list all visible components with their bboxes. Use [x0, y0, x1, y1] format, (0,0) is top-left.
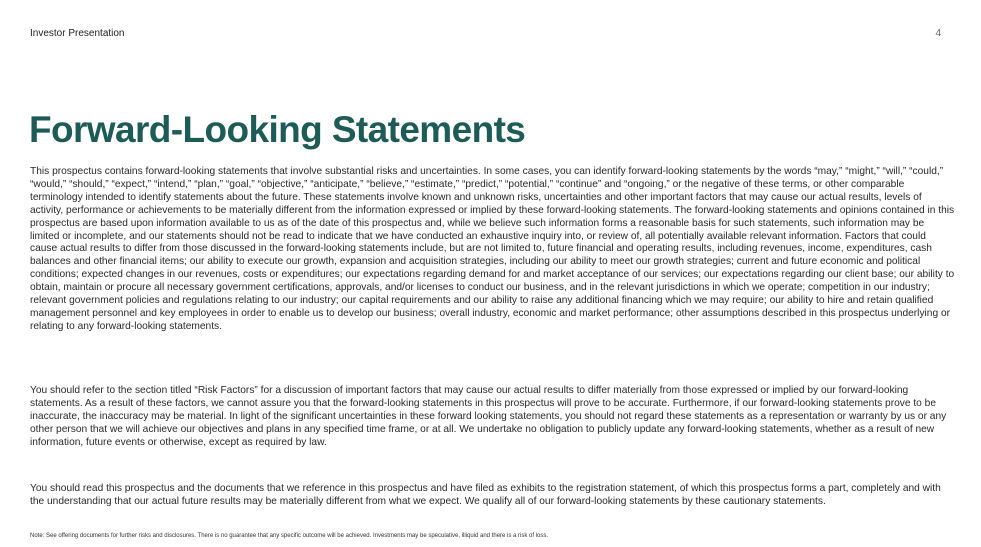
- footnote: Note: See offering documents for further risks and disclosures. There is no guarantee that any specific outcome will be achieved. Investments may be speculative, illiquid and there is a risk of loss.: [30, 533, 549, 539]
- body-paragraph-2: You should refer to the section titled “Risk Factors” for a discussion of important factors that may cause our actual results to differ materially from those expressed or implied by our forward-looking statements. As a result of these factors, we cannot assure you that the forward-looking statements in this prospectus will prove to be accurate. Furthermore, if our forward-looking statements prove to be inaccurate, the inaccuracy may be material. In light of the significant uncertainties in these forward looking statements, you should not regard these statements as a representation or warranty by us or any other person that we will achieve our objectives and plans in any specified time frame, or at all. We undertake no obligation to publicly update any forward-looking statements, whether as a result of new information, future events or otherwise, except as required by law.: [30, 385, 947, 448]
- body-paragraph-1: This prospectus contains forward-looking statements that involve substantial risks and uncertainties. In some cases, you can identify forward-looking statements by the words “may,” “might,” “will,” “could,” “would,” “should,” “expect,” “intend,” “plan,” “goal,” “objective,” “anticipate,” “believe,” “estimate,” “predict,” “potential,” “continue” and “ongoing,” or the negative of these terms, or other comparable terminology intended to identify statements about the future. These statements involve known and unknown risks, uncertainties and other important factors that may cause our actual results, levels of activity, performance or achievements to be materially different from the information expressed or implied by these forward-looking statements. The forward-looking statements and opinions contained in this prospectus are based upon information available to us as of the date of this prospectus and, while we believe such information forms a reasonable basis for such statements, such information may be limited or incomplete, and our statements should not be read to indicate that we have conducted an exhaustive inquiry into, or review of, all potentially available relevant information. Factors that could cause actual results to differ from those discussed in the forward-looking statements include, but are not limited to, future financial and operating results, including revenues, income, expenditures, cash balances and other financial items; our ability to execute our growth, expansion and acquisition strategies, including our ability to meet our growth strategies; current and future economic and political conditions; expected changes in our revenues, costs or expenditures; our expectations regarding demand for and market acceptance of our services; our expectations regarding our client base; our ability to obtain, maintain or procure all necessary government certifications, approvals, and/or licenses to conduct our business, and in the relevant jurisdictions in which we operate; competition in our industry; relevant government policies and regulations relating to our industry; our capital requirements and our ability to raise any additional financing which we may require; our ability to hire and retain qualified management personnel and key employees in order to enable us to develop our business; overall industry, economic and market performance; other assumptions described in this prospectus underlying or relating to any forward-looking statements.: [30, 166, 955, 332]
- presentation-label: Investor Presentation: [30, 28, 125, 39]
- page-title: Forward-Looking Statements: [29, 109, 526, 150]
- page-number: 4: [935, 28, 941, 39]
- body-paragraph-3: You should read this prospectus and the documents that we reference in this prospectus and have filed as exhibits to the registration statement, of which this prospectus forms a part, completely and with the understanding that our actual future results may be materially different from what we expect. We qualify all of our forward-looking statements by these cautionary statements.: [30, 483, 941, 507]
